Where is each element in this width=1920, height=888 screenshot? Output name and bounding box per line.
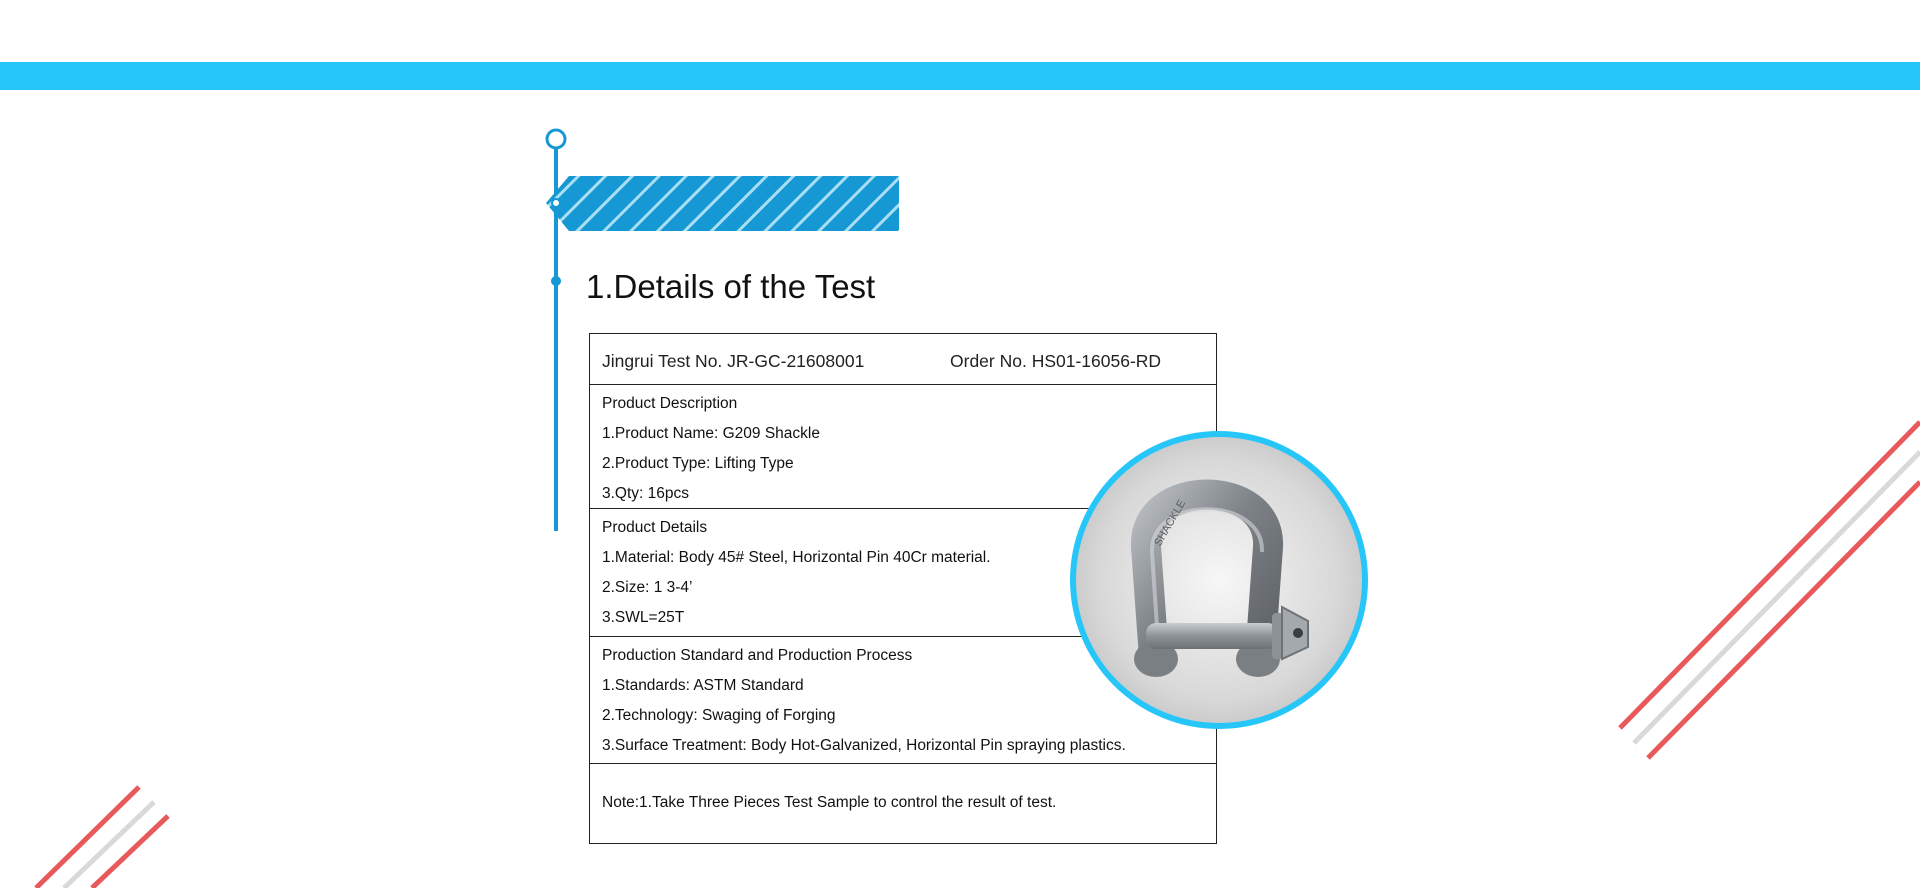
section-heading: Production Standard and Production Process [602,647,913,664]
note-text: Note:1.Take Three Pieces Test Sample to control the result of test. [602,794,1057,811]
diagonal-stripes-left [0,770,200,888]
shackle-photo [1070,431,1368,729]
section-heading: Product Details [602,519,708,536]
timeline-ring-icon [547,130,565,148]
shackle-icon [1076,437,1362,723]
note-section [590,764,1216,843]
banner-dot-icon [552,199,560,207]
striped-banner [546,176,899,231]
list-item: 2.Product Type: Lifting Type [602,455,794,472]
timeline-dot-icon [551,276,561,286]
list-item: 1.Product Name: G209 Shackle [602,425,820,442]
section-title: 1.Details of the Test [586,268,876,305]
list-item: 2.Technology: Swaging of Forging [602,707,836,724]
diagonal-stripes-right [1600,400,1920,780]
list-item: 2.Size: 1 3-4’ [602,579,693,596]
list-item: 3.SWL=25T [602,609,685,626]
top-accent-bar [0,62,1920,90]
order-number: Order No. HS01-16056-RD [950,351,1162,371]
list-item: 1.Material: Body 45# Steel, Horizontal Pin 40Cr material. [602,549,991,566]
svg-text:SHACKLE: SHACKLE [1152,498,1189,549]
list-item: 3.Surface Treatment: Body Hot-Galvanized, Horizontal Pin spraying plastics. [602,737,1126,754]
table-header-row [590,334,1216,385]
list-item: 3.Qty: 16pcs [602,485,690,502]
section-heading: Product Description [602,395,738,412]
test-number: Jingrui Test No. JR-GC-21608001 [602,351,865,371]
list-item: 1.Standards: ASTM Standard [602,677,804,694]
